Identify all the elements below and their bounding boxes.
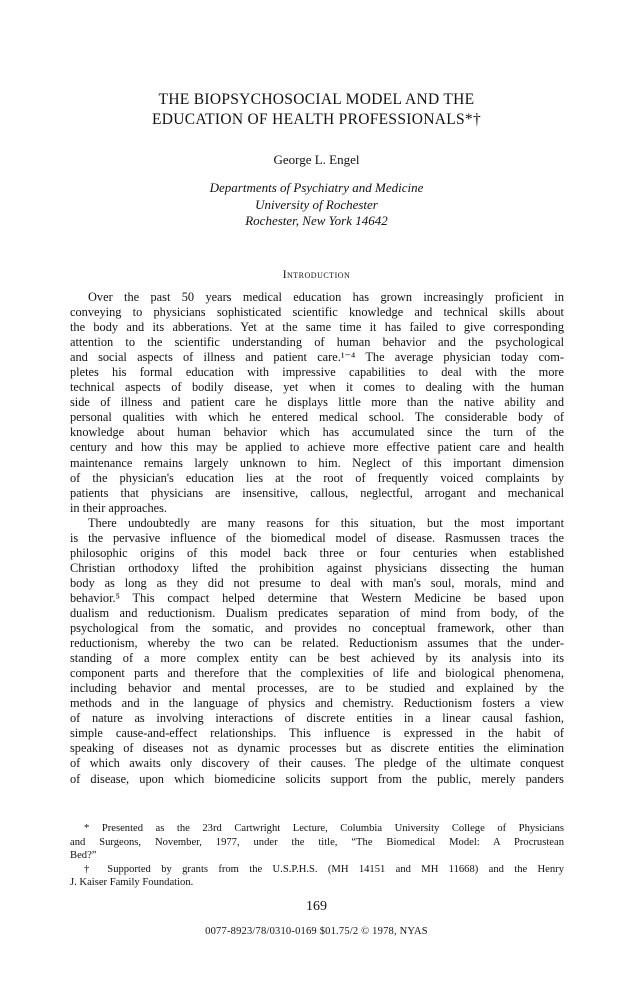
text-line: philosophic origins of this model back three or four centuries when established [70,545,564,560]
text-line: the body and its abberations. Yet at the same time it has failed to give corresponding [70,320,564,335]
text-line: patients that physicians are insensitive, callous, neglectful, arrogant and mechanical [70,485,564,500]
affiliation-line: Rochester, New York 14642 [245,213,388,228]
text-line: century and how this may be applied to achieve more effective patient care and health [70,440,564,455]
author-affiliation [60,180,573,230]
footnote-line: Bed?” [70,850,97,862]
text-line: side of illness and patient care he displays little more than the native ability and [70,395,564,410]
text-line: attention to the scientific understanding of human behavior and the psychological [70,335,564,350]
text-line: in their approaches. [70,500,167,515]
footnote-presented [70,822,564,863]
text-line: personal qualities with which he entered medical school. The considerable body of [70,410,564,425]
section-heading-text: Introduction [282,269,351,281]
footnote-supported [70,863,564,890]
text-line: body as long as they did not presume to deal with man's soul, morals, mind and [70,575,564,590]
text-line: simple cause-and-effect relationships. This influence is expressed in the habit of [70,726,564,741]
text-line: component parts and therefore that the complexities of life and biological phenomena, [70,666,564,681]
paper-title [60,90,573,130]
text-line: including behavior and mental processes, are to be studied and explained by the [70,681,564,696]
text-line: Christian orthodoxy lifted the prohibition against physicians dissecting the human [70,560,564,575]
text-line: technical aspects of bodily disease, yet when it comes to dealing with the human [70,380,564,395]
footnote-line: * Presented as the 23rd Cartwright Lecture, Columbia University College of Physicians [84,823,564,834]
footnote-line: and Surgeons, November, 1977, under the title, “The Biomedical Model: A Procrustean [70,836,564,848]
text-line: There undoubtedly are many reasons for this situation, but the most important [88,515,564,530]
text-line: is the pervasive influence of the biomedical model of disease. Rasmussen traces the [70,530,564,545]
footnote-line: J. Kaiser Family Foundation. [70,877,194,889]
affiliation-line: Departments of Psychiatry and Medicine [209,180,424,195]
body-text [70,290,564,787]
text-line: maintenance remains largely unknown to him. Neglect of this important dimension [70,455,564,470]
section-heading [60,267,573,283]
author-name: George L. Engel [273,152,360,167]
text-line: behavior.⁵ This compact helped determine that Western Medicine be based upon [70,590,564,605]
title-line: THE BIOPSYCHOSOCIAL MODEL AND THE [158,91,475,108]
text-line: dualism and reductionism. Dualism predicates separation of mind from body, of the [70,605,564,620]
text-line: standing of a more complex entity can be best achieved by its analysis into its [70,651,564,666]
title-line: EDUCATION OF HEALTH PROFESSIONALS*† [152,111,481,128]
page-number: 169 [306,899,327,914]
text-line: psychological from the somatic, and provides no conceptual framework, other than [70,621,564,636]
text-line: of the physician's education lies at the root of frequently voiced complaints by [70,470,564,485]
footnote-line: † Supported by grants from the U.S.P.H.S. (MH 14151 and MH 11668) and the Henry [84,863,564,875]
affiliation-line: University of Rochester [255,196,378,212]
text-line: and social aspects of illness and patient care.¹⁻⁴ The average physician today com- [70,350,564,365]
footnotes [70,822,564,890]
paragraph-1 [70,290,564,516]
text-line: of which awaits only discovery of their causes. The pledge of the ultimate conquest [70,756,564,771]
text-line: of nature as involving interactions of discrete entities in a linear causal fashion, [70,711,564,726]
text-line: reductionism, whereby the two can be related. Reductionism assumes that the under- [70,636,564,651]
text-line: conveying to physicians sophisticated scientific knowledge and technical skills about [70,305,564,320]
text-line: pletes his formal education with impressive capabilities to deal with the more [70,365,564,380]
text-line: speaking of diseases not as dynamic processes but as discrete entities the elimination [70,741,564,756]
text-line: Over the past 50 years medical education has grown increasingly proficient in [88,290,564,304]
text-line: of disease, upon which biomedicine solicits support from the public, merely panders [70,771,564,786]
publication-code: 0077-8923/78/0310-0169 $01.75/2 © 1978, NYAS [205,926,428,937]
text-line: knowledge about human behavior which has accumulated since the turn of the [70,425,564,440]
text-line: methods and in the language of physics and chemistry. Reductionism fosters a view [70,696,564,711]
paragraph-2 [70,516,564,787]
